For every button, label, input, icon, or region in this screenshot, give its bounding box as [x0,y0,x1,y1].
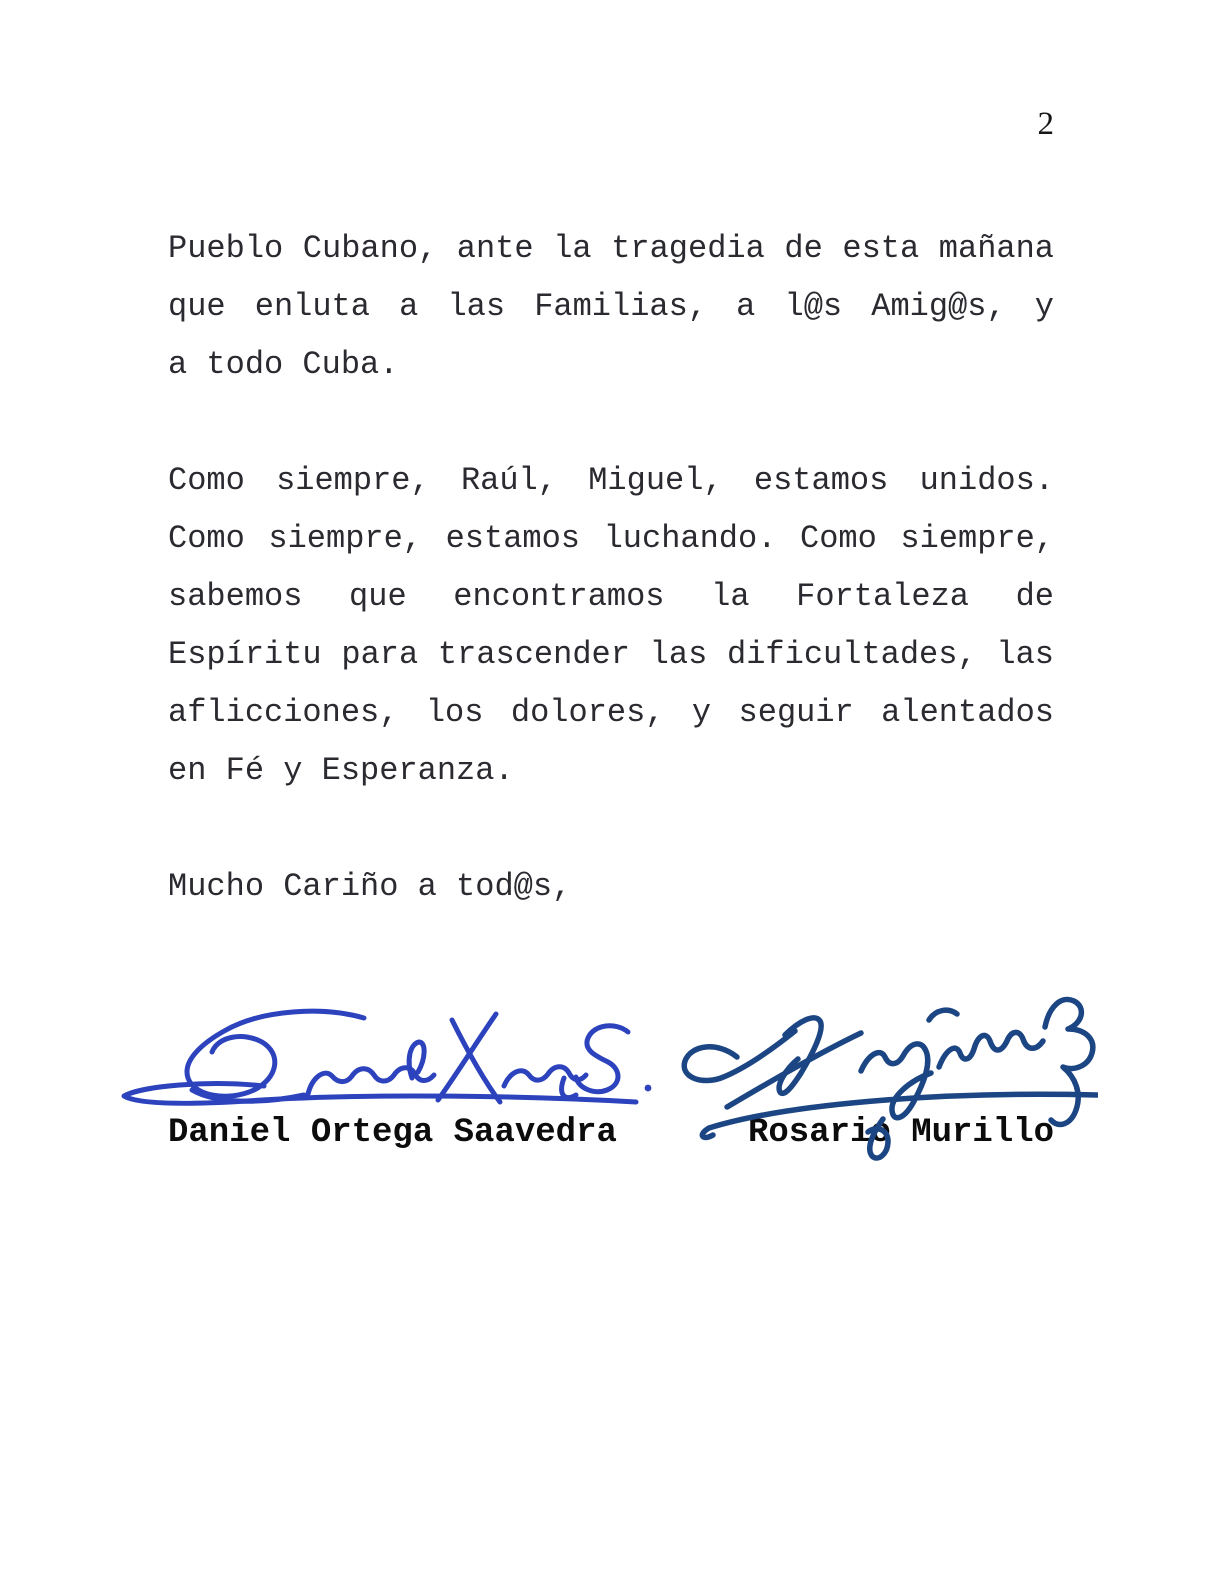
page-number: 2 [1037,106,1054,142]
text-line: sabemos que encontramos la Fortaleza de [168,578,1054,615]
signatory-name-rosario-murillo: Rosario Murillo [748,1114,1055,1152]
text-line: Pueblo Cubano, ante la tragedia de esta mañana [168,230,1054,267]
text-line: Mucho Cariño a tod@s, [168,868,572,905]
text-line: a todo Cuba. [168,346,399,383]
letter-body [168,220,1054,916]
text-line: Como siempre, Raúl, Miguel, estamos unidos. [168,462,1054,499]
signature-area [0,975,1224,1185]
text-line: aflicciones, los dolores, y seguir alentados [168,694,1054,731]
daniel-ortega-signature [112,998,652,1118]
text-line: en Fé y Esperanza. [168,752,514,789]
paragraph-pueblo-cubano [168,220,1054,394]
text-line: que enluta a las Familias, a l@s Amig@s, y [168,288,1054,325]
text-line: Como siempre, estamos luchando. Como siempre, [168,520,1054,557]
signatory-name-daniel-ortega: Daniel Ortega Saavedra [168,1114,617,1152]
paragraph-como-siempre [168,452,1054,800]
signature-period-dot [645,1085,652,1092]
text-line: Espíritu para trascender las dificultades, las [168,636,1054,673]
closing-salutation [168,858,1054,916]
daniel-signature-strokes [124,1011,651,1103]
